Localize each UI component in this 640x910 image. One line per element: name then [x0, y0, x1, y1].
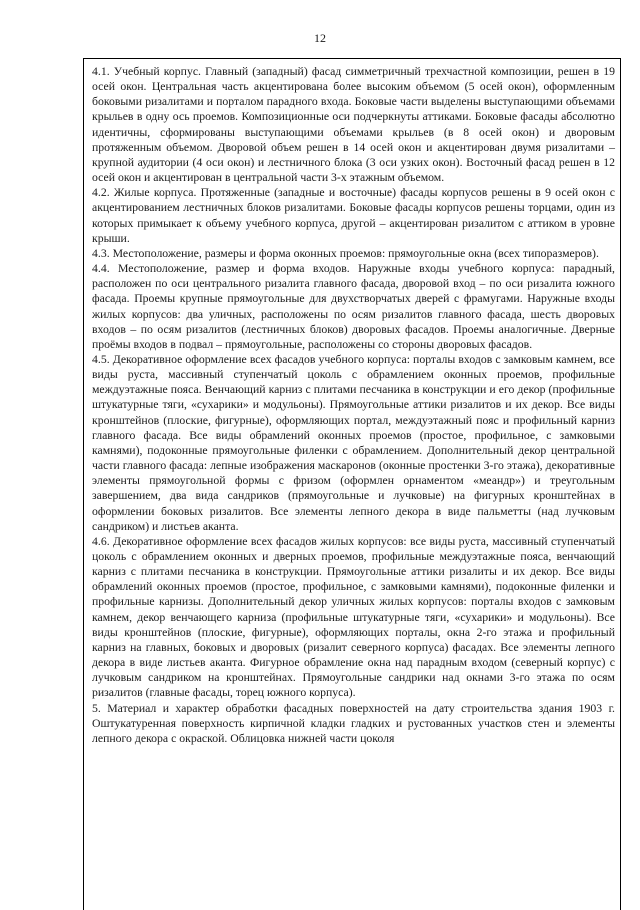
- section-4-2: 4.2. Жилые корпуса. Протяженные (западные и восточные) фасады корпусов решены в 9 осей окон с акцентированием лестничных блоков ризалитами. Боковые фасады корпусов решены торцами, один из которых примыкает к объему учебного корпуса, другой – акцентирован ризалитом с аттиком в уровне крыши.: [92, 186, 615, 245]
- section-4-4: 4.4. Местоположение, размер и форма входов. Наружные входы учебного корпуса: парадный, расположен по оси центрального ризалита главного фасада, дворовой вход – по оси ризалита южного фасада. Проемы крупные прямоугольные для двухстворчатых дверей с фрамугами. Наружные входы жилых корпусов: два уличных, расположены по осям ризалитов главного фасада, шесть дворовых входов – по осям ризалитов (лестничных блоков) дворовых фасадов. Проемы аналогичные. Дверные проёмы входов в подвал – прямоугольные, расположены со стороны дворовых фасадов.: [92, 262, 615, 351]
- section-4-5: 4.5. Декоративное оформление всех фасадов учебного корпуса: порталы входов с замковым камнем, все виды руста, массивный ступенчатый цоколь с обрамлением оконных проемов, профильные междуэтажные пояса. Венчающий карниз с плитами песчаника в конструкции и его декор (профильные штукатурные тяги, «сухарики» и модульоны). Прямоугольные аттики ризалитов и их декор. Все виды кронштейнов (плоские, фигурные), оформляющих портал, междуэтажный пояс и профильный карниз главного фасада. Все виды обрамлений оконных проемов (простое, профильное, с замковыми камнями), подоконные прямоугольные филенки с обрамлением. Дополнительный декор центральной части главного фасада: лепные изображения маскаронов (оконные простенки 3-го этажа), декоративные элементы прямоугольной формы с фризом (оформлен орнаментом «меандр») и треугольным завершением, два вида сандриков (прямоугольные и лучковые) на фигурных кронштейнах в оформлении боковых ризалитов. Все элементы лепного декора в виде пальметты (над лучковым сандриком) и листьев аканта.: [92, 352, 615, 533]
- section-4-3: 4.3. Местоположение, размеры и форма оконных проемов: прямоугольные окна (всех типоразмеров).: [92, 246, 599, 260]
- document-body: [92, 64, 615, 746]
- section-5: 5. Материал и характер обработки фасадных поверхностей на дату строительства здания 1903 г. Оштукатуренная поверхность кирпичной кладки гладких и рустованных участков стен и элементы лепного декора с окраской. Облицовка нижней части цоколя: [92, 701, 615, 745]
- page-number: 12: [314, 31, 326, 45]
- section-4-6: 4.6. Декоративное оформление всех фасадов жилых корпусов: все виды руста, массивный ступенчатый цоколь с обрамлением оконных и дверных проемов, профильные междуэтажные пояса, венчающий карниз с плитами песчаника в конструкции. Прямоугольные аттики ризалиты и их декор. Все виды обрамлений оконных проемов (простое, профильное, с замковыми камнями), подоконные филенки и профильные карнизы. Дополнительный декор уличных жилых корпусов: порталы входов с замковым камнем, декор венчающего карниза (профильные штукатурные тяги, «сухарики» и модульоны). Все виды кронштейнов (плоские, фигурные), оформляющих порталы, окна 2-го этажа и профильный карниз на главных, боковых и дворовых (ризалит северного корпуса) фасадах. Все элементы лепного декора в виде листьев аканта. Фигурное обрамление окна над парадным входом (северный корпус) с лучковым сандриком на кронштейнах. Прямоугольные сандрики над окнами 3-го этажа по осям ризалитов (главные фасады, торец южного корпуса).: [92, 534, 615, 700]
- section-4-1: 4.1. Учебный корпус. Главный (западный) фасад симметричный трехчастной композиции, решен в 19 осей окон. Центральная часть акцентирована более высоким объемом (5 осей окон), оформленным боковыми ризалитами и порталом парадного входа. Боковые части выделены выступающими объемами крыльев в одну ось проемов. Композиционные оси подчеркнуты аттиками. Боковые фасады абсолютно идентичны, сформированы выступающими объемами крыльев (в 8 осей окон) и дворовым протяженным объемом. Дворовой объем решен в 14 осей окон и акцентирован двумя ризалитами – крупной аудитории (4 оси окон) и лестничного блока (3 оси узких окон). Восточный фасад решен в 12 осей окон и акцентирован в центральной части 3-х этажным объемом.: [92, 65, 615, 185]
